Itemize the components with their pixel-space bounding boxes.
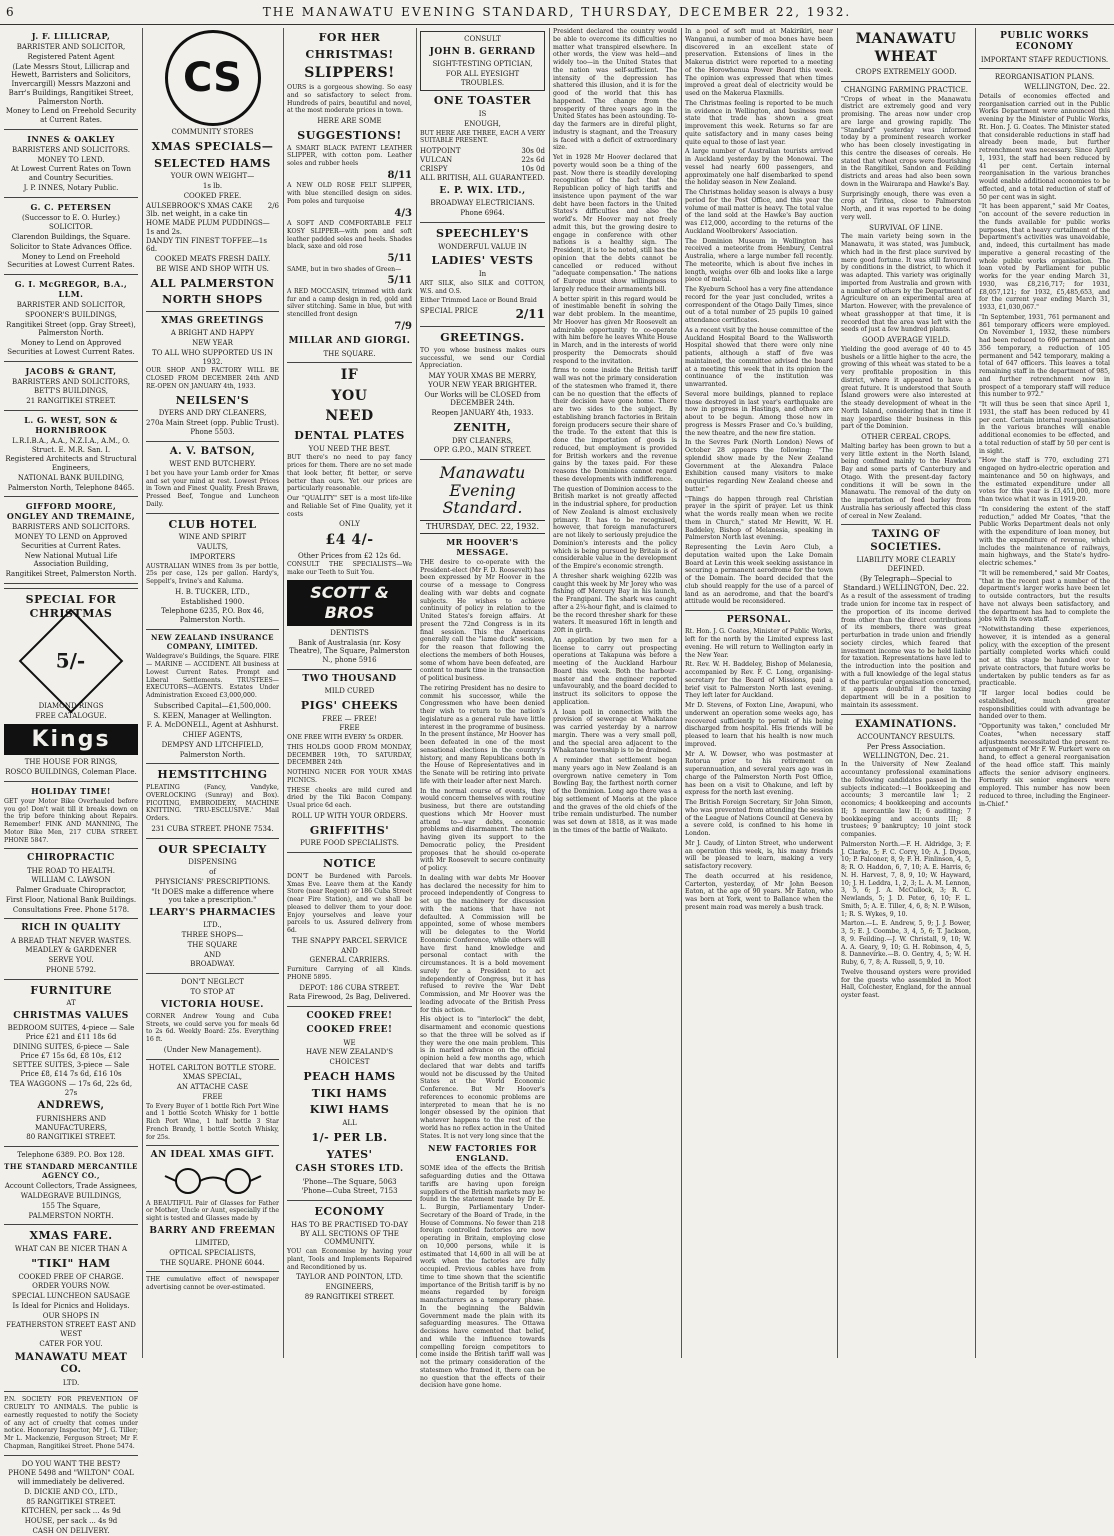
exam-heading: EXAMINATIONS. — [855, 718, 957, 730]
slippers-intro: OURS is a gorgeous showing. So easy and so satisfactory to select from. Hundreds of pairs, beautiful and novel, at the most moderate prices in town. — [287, 84, 412, 115]
professional-ad — [4, 501, 138, 584]
mercantile-lines — [4, 1182, 138, 1220]
leader-paragraph: The retiring President has no desire to commit his successor, while the Congressmen who have been denied their wish to return to the nation's legislature as a general rule have little interest in the programme of business. In the present instance, Mr Hoover has been defeated in one of the most sensational elections in the country's history, and many Republicans both in the House of Representatives and in the Senate will be retiring into private life with their leader after next March. — [420, 684, 545, 785]
ad-line: BARRISTER AND SOLICITOR, — [16, 43, 126, 51]
ad-line: BARRISTERS AND SOLICITORS. — [12, 523, 130, 532]
spectacles-icon — [163, 1166, 263, 1196]
gerrand-ad: CONSULT JOHN B. GERRAND SIGHT-TESTING OPTICIAN, FOR ALL EYESIGHT TROUBLES. — [420, 31, 545, 91]
column-divider — [975, 28, 976, 1358]
ad-line: MONEY TO LEND. — [37, 155, 105, 164]
pigs-cheeks: PIGS' CHEEKS — [300, 698, 399, 712]
christmas: CHRISTMAS! — [305, 47, 394, 61]
slipper-price: 8/11 — [387, 169, 412, 181]
nz-insurance-title: NEW ZEALAND INSURANCE COMPANY, LIMITED. — [150, 632, 275, 651]
public-works-paragraph: "In considering the extent of the staff reduction," added Mr Coates, "that the Public Works Department deals not only with the expenditure of loan money, but with the expenditure of revenue, which includes the maintenance of railways, main highways, and the State's hydro-electric schemes." — [979, 505, 1110, 567]
news-paragraph: firms to come inside the British tariff wall was not the primary consideration of the statesmen who framed it, there can be no question that the effects of their decision have gone home. There are two sides to the subject. By establishing branch factories in Britain foreign producers secure their share of the trade. To the extent that this is done the importation of goods is reduced, but employment is provided for British workers and the revenue gains by the taxes paid. For these reasons the Dominions cannot regard these developments with indifference. — [553, 367, 677, 483]
furniture-item: SETTEE SUITES, 3-piece — Sale Price £8, £14 7s 6d, £16 10s — [12, 1061, 130, 1078]
chiro-line: THE ROAD TO HEALTH. — [27, 866, 115, 875]
cs-item-name: 3lb. net weight, in a cake tin — [146, 210, 248, 219]
community-stores-ring: COMMUNITY STORES — [171, 128, 254, 136]
telephone-line: Telephone 6389. P.O. Box 128. — [17, 1151, 125, 1159]
chiro-line: Palmer Graduate Chiropractor, — [15, 886, 127, 894]
dental-plates: DENTAL PLATES — [294, 428, 405, 442]
factories-body: SOME idea of the effects the British safeguarding duties and the Ottawa tariffs are having upon foreign suppliers of the British markets may be found in the statement made by Dr E. L. Burgin, Parliamentary Under-Secretary of the Board of Trade, in the House of Commons. No fewer than 218 foreign controlled factories are now operating in Britain, employing close on 10,000 persons, while it is estimated that 14,600 in all will be at work when the factories are fully occupied. Previous cables have from time to time shown that the scientific importance of the British tariff is by no means regarded by foreign manufacturers as a temporary phase. In the beginning the Baldwin Government made the plain with its safeguarding measures. The Ottawa decisions have cemented that belief, and while the influence towards compelling foreign competitors to come inside the British tariff wall was not the primary consideration of the statesmen who framed it, there can be no question that the effects of their decision have gone home. — [420, 1165, 545, 1390]
ad-line: J. P. INNES, Notary Public. — [23, 183, 119, 192]
cs-item-name: DANDY TIN FINEST TOFFEE—1s 6d. — [146, 236, 267, 254]
professional-ad — [4, 366, 138, 411]
furniture-title2: CHRISTMAS VALUES — [13, 1011, 129, 1021]
manawatu-meat-firm: MANAWATU MEAT CO. — [14, 1351, 128, 1375]
two-thousand: TWO THOUSAND — [302, 673, 397, 684]
slipper-price: 5/11 — [387, 253, 412, 264]
news-paragraph: A large number of Australian tourists arrived in Auckland yesterday by the Monowai. The vessel had nearly 600 passengers, and approximately one half disembarked to spend the holiday season in New Zealand. — [685, 148, 833, 187]
public-works-paragraph: "In September, 1931, 761 permanent and 861 temporary officers were employed. On November 1, 1932, these numbers had been reduced to 696 permanent and 356 temporary, a reduction of 105 permanent and 542 temporary, making a total of 647 officers. This leaves a total remaining staff in the department of 985, and further retrenchment now in prospect of a temporary staff will reduce this number to 972." — [979, 313, 1110, 399]
wheat-body — [841, 96, 971, 222]
leader-paragraph: THE desire to co-operate with the President-elect (Mr F. D. Roosevelt) has been expressed by Mr Hoover in the course of a message to Congress dealing with war debts and cognate subjects. He wishes to achieve continuity of policy in relation to the United States's foreign affairs. At present the 72nd Congress is in its final session. This the Americans generally call the "lame duck" session, for the reason that following the elections the members of both Houses, some of whom have been defeated, are content to mark time in the transaction of political business. — [420, 558, 545, 683]
chiro-lines — [4, 867, 138, 915]
ad-title: G. I. McGREGOR, B.A., LLM. — [14, 279, 128, 299]
ad-line: Money to Lend on Freehold Security at Current Rates. — [5, 107, 137, 124]
ad-line: 21 RANGITIKEI STREET. — [26, 397, 116, 405]
column-7-news: MANAWATU WHEAT CROPS EXTREMELY GOOD. CHANGING FARMING PRACTICE. "Crops of wheat in the Manawatu district are extremely good and very promising. The areas now under crop are large and growing rapidly. The "Standard" yesterday was informed today by a prominent research worker who has been closely investigating in this centre the diseases of cereals. He stated that wheat crops were flourishing in the Rangitikei, Sandon and Feilding districts and areas had also been sown down in the Wairarapa and Hawke's Bay. Surprisingly enough, there was even a crop at Tiritea, close to Palmerston North, and it was reported to be doing very well. SURVIVAL OF LINE. The main variety being sown in the Manawatu, it was stated, was Jumbuck, which had in the first place survived by mere good fortune. It was still favoured by conditions in the district, to which it was adapted. This variety was originally imported from Australia and grown with a number of others by the Department of Agriculture on an experimental area at Marton. However, with the prevalence of wheat grasshopper at that time, it is recorded that the area was left with the seeds of just a few hundred plants. GOOD AVERAGE YIELD. Yielding the good average of 40 to 45 bushels or a little higher to the acre, the growing of this wheat was stated to be a very profitable proposition in this district, where it appeared to have a great future. It is understood that South Island growers were also interested at the steady development of wheat in the North Island, considering that in time it may jeopardise their business in this part of the Dominion. OTHER CEREAL CROPS. Malting barley has been grown to but a very little extent in the North Island, being confined mainly to the Hawke's Bay and some parts of Canterbury and Otago. With the present-day factory conditions it will be sown in the Manawatu. The removal of the duty on the importation of feed barley from Australia has seriously affected this class of cereal in New Zealand. TAXING OF SOCIETIES. LIABILITY MORE CLEARLY DEFINED. (By Telegraph—Special to Standard.) WELLINGTON, Dec. 22. As a result of the assessment of trading trade union for income tax in respect of the proportion of its income derived from other than the direct contributions of its members, there was great perturbation in trade union and friendly society circles, which feared that investment income was to be held liable for taxation. Representations have led to the introduction into the position and with a full knowledge of the legal status of the particular organisation concerned, it appears doubtful if the taxing department will be in a position to maintain its assessment. EXAMINATIONS. ACCOUNTANCY RESULTS. Per Press Association. WELLINGTON, Dec. 21. In the University of New Zealand accountancy professional examinations the following candidates passed in the subjects indicated:—1 Bookkeeping and accounts; 3 mercantile law 1; 2 economics; 4 bookkeeping and accounts II; 5 mercantile law II; 6 auditing; 7 bookkeeping and accounts III; 8 trustees; 9 bankruptcy; 10 joint stock companies. Palmerston North.—F. H. Aldridge, 3; F. J. Clarke, 5; F. C. Corry, 10; A. J. Dyson, 10; P. Falconer, 8, 9; F. H. Finlinson, 4, 5, 8; R. O. Haddon, 6, 7, 10; A. E. Harris, 6; N. H. Harvest, 7, 8, 9, 10; W. Hayward, 10; J. H. Leddra, 1, 2, 3; L. A. M. Lennon, 3, 5, 6; J. A. McCullock, 3; R. C. Newlands, 5; J. D. Peter, 6, 10; F. L. Smith, 5; A. E. Tiller, 4, 6, 8; N. P. Wilson, 1; R. S. Wykes, 9, 10. Marton.—L. E. Andrew, 5, 9; J. J. Bower, 3, 5; E. J. Coombe, 3, 4, 5, 6; T. Jackson, 8, 9. Feilding.—J. W. Christall, 9, 10; W. A. A. Geary, 9, 10; G. H. Robinson, 4, 5, 8. Dannevirke.—B. O. Gentry, 4, 5; W. H. Ruby, 6, 7, 8; A. Russell, 5, 9, 10. Twelve thousand oysters were provided for the guests who assembled in Moot Hall, Colchester, England, for the annual oyster feast. — [841, 31, 971, 999]
slipper-price: 4/3 — [394, 207, 412, 219]
ad-line: L.R.I.B.A., A.A., N.Z.I.A., A.M., O. Struct. E. M.R. San. I. — [12, 436, 130, 454]
vests-price: 2/11 — [515, 307, 545, 321]
bread-title: RICH IN QUALITY — [21, 923, 121, 934]
col6-body — [685, 28, 833, 606]
greetings-heading: GREETINGS. — [440, 331, 525, 344]
advertising-note: THE cumulative effect of newspaper advertising cannot be over-estimated. — [146, 1276, 279, 1291]
ad-rule — [4, 583, 138, 584]
personal-item: Mr A. W. Dowser, who was postmaster at Rotorua prior to his retirement on superannuation, and several years ago was in charge of the Palmerston North Post Office, has been on a visit to Ohakune, and left by express for the north last evening. — [685, 750, 833, 797]
ad-rule — [4, 274, 138, 275]
news-paragraph: Several more buildings, planned to replace those destroyed in last year's earthquake are now in progress in Hastings, and others are about to be begun. Among those now in progress is Messrs Fraser and Co.'s building, the new theatre, and the new fire station. — [685, 390, 833, 437]
cs-price-row — [146, 228, 279, 237]
cs-emblem-logo: CS — [165, 30, 261, 126]
public-works-paragraph: Details of economies effected and reorganisation carried out in the Public Works Department were announced this evening by the Minister of Public Works, Rt. Hon. J. G. Coates. The Minister stated that considerable reductions in staff had already been made, but further retrenchment was necessary. Since April 1, 1931, the staff had been reduced by 41 per cent. Certain internal reorganisation in the various branches would enable additional economies to be effected, and a total reduction of staff of 50 per cent was in sight. — [979, 92, 1110, 201]
coal-line: 85 RANGITIKEI STREET. — [26, 1497, 116, 1506]
club-hotel-title: CLUB HOTEL — [168, 517, 257, 531]
slipper-item: A NEW OLD ROSE FELT SLIPPER, with blue stencilled design on sides. Pom poles and turquoise — [287, 182, 412, 205]
ad-line: Rangitikei Street (opp. Gray Street), Palmerston North. — [6, 320, 136, 338]
toaster-price-list — [420, 147, 545, 173]
news-paragraph: A better spirit in this regard would be of inestimable benefit in solving the war debt problem. In the meantime, Mr Hoover has given Mr Roosevelt an admirable opportunity to co-operate with him before he leaves White House in March, and in the interests of world prosperity the Democrats should respond to the invitation. — [553, 295, 677, 365]
ad-title: JACOBS & GRANT, — [25, 365, 117, 376]
bread-line: MEADLEY & GARDENER — [25, 946, 117, 955]
kings-heading: SPECIAL FOR CHRISTMAS — [25, 592, 117, 620]
news-paragraph: A thresher shark weighing 622lb was caught this week by Mr Jorey who was fishing off Mercury Bay in his launch, the Frangipani. The shark was caught after a 2¼-hour fight, and is claimed to be the record thresher shark for these waters. It measured 16ft in length and 20ft in girth. — [553, 572, 677, 634]
xmas-fare-title: XMAS FARE. — [29, 1229, 113, 1243]
slippers-heading: SLIPPERS! — [304, 64, 395, 81]
carlton-body: To Every Buyer of 1 bottle Rich Port Wine and 1 bottle Scotch Whisky for 1 bottle Rich Port Wine, 1 half bottle 3 Star French Brandy, 1 bottle Scotch Whisky, for 25s. — [146, 1102, 279, 1141]
professional-ad — [4, 415, 138, 498]
victoria-house-title: VICTORIA HOUSE. — [161, 999, 264, 1010]
kings-address: ROSCO BUILDINGS, Coleman Place. — [5, 768, 137, 776]
bread-line: SERVE YOU. — [48, 956, 94, 964]
peach-hams: PEACH HAMS — [303, 1069, 396, 1083]
dental-quality: Our "QUALITY" SET is a most life-like and Reliable Set of Fine Quality, yet it costs — [287, 495, 412, 518]
col5-body — [553, 28, 677, 835]
personal-heading: PERSONAL. — [726, 615, 792, 625]
ad-line: BETT'S BUILDINGS, — [34, 387, 108, 396]
leader-title: MR HOOVER'S MESSAGE. — [446, 536, 519, 557]
coal-cash: CASH ON DELIVERY. — [32, 1526, 110, 1535]
gerrand-name: JOHN B. GERRAND — [429, 46, 536, 57]
ad-line: Registered Architects and Structural Engineers, — [5, 455, 137, 472]
xmasfare-line: ORDER YOURS NOW. — [32, 1282, 110, 1291]
cs-item-name: HOME MADE PLUM PUDDINGS— — [146, 219, 270, 227]
coal-line: PHONE 5498 and "WILTON" COAL will immediately be delivered. — [8, 1469, 134, 1486]
chiro-line: Consultations Free. Phone 5178. — [12, 905, 130, 914]
neilsen-body: OUR SHOP AND FACTORY WILL BE CLOSED FROM DECEMBER 24th AND RE-OPEN ON JANUARY 4th, 1933. — [146, 367, 279, 390]
public-works-paragraph: "It will be remembered," said Mr Coates, "that in the recent past a number of the department's larger works have been let to outside contractors, but the results have not always been satisfactory, and the department has had to complete the jobs with its own staff. — [979, 569, 1110, 624]
toaster-name: VULCAN — [420, 155, 453, 164]
tiki-hams: TIKI HAMS — [311, 1086, 388, 1100]
one-toaster: ONE TOASTER — [433, 94, 532, 108]
cs-item-price: 2/6 — [267, 201, 279, 210]
personal-item: Rt. Rev. W. H. Baddeley, Bishop of Melanesia, accompanied by Rev. F. C. Long, organising-secretary for the Board of Missions, paid a brief visit to Palmerston North last evening. They left later for Auckland. — [685, 661, 833, 700]
ad-line: MONEY TO LEND on Approved Securities at Current Rates. — [14, 533, 128, 550]
personal-item: The death occurred at his residence, Carterton, yesterday, of Mr John Beeson Eaton, at the age of 90 years. Mr Eaton, who was born at York, went to Ballance when the present main road was merely a bush track. — [685, 872, 833, 911]
ad-line: BARRISTERS AND SOLICITORS. — [12, 145, 130, 154]
chiro-line: First Floor, National Bank Buildings. — [5, 895, 137, 904]
news-paragraph: An application by two men for a license to carry out prospecting operations at Takapuna was before a meeting of the Auckland Harbour Board this week. Both the harbour-master and the engineer reported unfavourably, and the board decided to instruct its solicitors to oppose the application. — [553, 636, 677, 706]
ad-title: J. F. LILLICRAP, — [31, 31, 111, 41]
news-paragraph: The Christmas feeling is reported to be much in evidence in Wellington, and business men state that trade has shown a great improvement this week. Returns so far are quite satisfactory and in many cases being quite equal to those of last year. — [685, 99, 833, 146]
toaster-price: 30s 0d — [521, 147, 545, 155]
ad-title: GIFFORD MOORE, ONGLEY AND TREMAINE, — [6, 501, 136, 522]
own-weight: YOUR OWN WEIGHT— — [170, 172, 255, 181]
hemstitching-title: HEMSTITCHING — [157, 768, 268, 782]
factories-title: NEW FACTORIES FOR ENGLAND. — [428, 1143, 537, 1164]
toaster-price: 22s 6d — [521, 155, 545, 164]
hams-price: 1/- PER LB. — [311, 1130, 388, 1144]
news-paragraph: A loan poll in connection with the provision of sewerage at Whakatane was carried yesterday by a narrow margin. There was a very small poll, and the special area adjacent to the Whakatane township is to be drained. — [553, 708, 677, 755]
toaster-row — [420, 165, 545, 174]
toaster-name: HOTPOINT — [420, 147, 461, 155]
toaster-name: CRISPY — [420, 164, 448, 173]
furniture-at: AT — [66, 999, 76, 1008]
barry-freeman-name: BARRY AND FREEMAN — [149, 1225, 276, 1236]
news-paragraph: The Christmas holiday season is always a busy period for the Post Office, and this year the volume of mail matter is heavy. The total value of the land sold at the Hawke's Bay auction was £12,000, according to the returns of the Auckland Woolbrokers' Association. — [685, 189, 833, 235]
cs-item-name: 1s and 2s. — [146, 227, 182, 236]
neilsen-title: XMAS GREETINGS — [161, 316, 264, 326]
taxing-heading: TAXING OF SOCIETIES. — [870, 529, 942, 553]
rings-left-label: DIAMOND — [38, 702, 77, 711]
griffiths: GRIFFITHS' — [309, 823, 390, 837]
column-2-ads: CS COMMUNITY STORES XMAS SPECIALS— SELECTED HAMS YOUR OWN WEIGHT— 1s lb. COOKED FREE. AULSEBROOK'S XMAS CAKE 2/6 3lb. net weight, in a cake tin HOME MADE PLUM PUDDINGS— 1s and 2s. DANDY TIN FINEST TOFFEE—1s 6d. COOKED MEATS FRESH DAILY. BE WISE AND SHOP WITH US. ALL PALMERSTON NORTH SHOPS XMAS GREETINGS A BRIGHT AND HAPPY NEW YEAR TO ALL WHO SUPPORTED US IN 1932. OUR SHOP AND FACTORY WILL BE CLOSED FROM DECEMBER 24th AND RE-OPEN ON JANUARY 4th, 1933. NEILSEN'S DYERS AND DRY CLEANERS, 270a Main Street (opp. Public Trust). Phone 5503. A. V. BATSON, WEST END BUTCHERY. I bet you have your Lamb order for Xmas and set your mind at rest. Lowest Prices in Town and Finest Quality. Fresh Brawn, Pressed Beef, Tongue and Luncheon Daily. CLUB HOTEL WINE AND SPIRIT VAULTS, IMPORTERS AUSTRALIAN WINES from 3s per bottle, 25s per case, 12s per gallon. Hardy's, Seppelt's, Irvine's and Kaluma. H. B. TUCKER, LTD., Established 1900. Telephone 6235, P.O. Box 46, Palmerston North. NEW ZEALAND INSURANCE COMPANY, LIMITED. Waldegrave's Buildings, the Square. FIRE — MARINE — ACCIDENT. All business at Lowest Current Rates. Prompt and Liberal Settlements. TRUSTEES—EXECUTORS—AGENTS. Estates Under Administration Exceed £3,000,000. Subscribed Capital—£1,500,000. S. KEEN, Manager at Wellington. F. A. McDONELL, Agent at Ashhurst. CHIEF AGENTS, DEMPSY AND LITCHFIELD, Palmerston North. HEMSTITCHING PLEATING (Fancy, Vandyke, OVERLOCKING (Sunray) and Box). PICOTING, EMBROIDERY, MACHINE KNITTING. 'TRU-ESCLUSIVE.' Mail Orders. 231 CUBA STREET. PHONE 7534. OUR SPECIALTY DISPENSING of PHYSICIANS' PRESCRIPTIONS. "It DOES make a difference where you take a prescription." LEARY'S PHARMACIES LTD., THREE SHOPS— THE SQUARE AND BROADWAY. DON'T NEGLECT TO STOP AT VICTORIA HOUSE. CORNER Andrew Young and Cuba Streets, we could serve you for meals 6d to 2s 6d. Weekly Board: 25s. Everything 16 ft. (Under New Management). HOTEL CARLTON BOTTLE STORE. XMAS SPECIAL, AN ATTACHE CASE FREE To Every Buyer of 1 bottle Rich Port Wine and 1 bottle Scotch Whisky for 1 bottle Rich Port Wine, 1 half bottle 3 Star French Brandy, 1 bottle Scotch Whisky, for 25s. AN IDEAL XMAS GIFT. A BEAUTIFUL Pair of Glasses for Father or Mother, Uncle or Aunt, especially if the sight is tested and Glasses made by BARRY AND FREEMAN LIMITED, OPTICAL SPECIALISTS, THE SQUARE. PHONE 6044. THE cumulative effect of newspaper advertising cannot be over-estimated. — [146, 28, 279, 1358]
public-works-paragraph: "If larger local bodies could be established, much greater responsibilities could with advantage be handed over to them. — [979, 690, 1110, 721]
furniture-title: FURNITURE — [30, 983, 112, 997]
ad-line: BARRISTERS AND SOLICITORS, — [12, 377, 130, 386]
club-body: AUSTRALIAN WINES from 3s per bottle, 25s per case, 12s per gallon. Hardy's, Seppelt's, Irvine's and Kaluma. — [146, 562, 279, 585]
ad-rule — [4, 197, 138, 198]
kings-tagline: THE HOUSE FOR RINGS, — [24, 758, 118, 767]
xmasfare-line: SPECIAL LUNCHEON SAUSAGE — [12, 1292, 130, 1300]
leader-paragraph: His object is to "interlock" the debt, disarmament and economic questions so that the three will be solved as if they were the one main problem. This is in marked advance on the official opinion held a few months ago, which declared that war debts and tariffs would not be discussed by the United States at the World Economic Conference. But Mr Hoover's references to economic problems are interpreted to mean that he is no longer obsessed by the opinion that whatever happens to the rest of the world has no reflex action in the United States. It is not very long since that the — [420, 1016, 545, 1140]
personal-item: Mr J. Caudy, of Linton Street, who underwent an operation this week, is, his many friends will be pleased to learn, making a very satisfactory recovery. — [685, 839, 833, 870]
news-paragraph: The Dominion Museum in Wellington has received a meteorite from Henbury, Central Australia, where a large number fell recently. The meteorite, which is about five inches in length, weighs over 6lb and looks like a large piece of metal. — [685, 237, 833, 284]
news-paragraph: Yet in 1928 Mr Hoover declared that poverty would soon be a thing of the past. Now there is steadily developing recognition of the fact that the Republican policy of high tariffs and insistence upon payment of the war debt have been factors in the United States's difficulties and also the world's. Mr Hoover may not freely admit this, but the growing desire to engage in conference with other nations is a healthy sign. The President, it is to be noted, still has the opinion that the debts cannot be cancelled or reduced without "adequate compensation." The nations of Europe must show willingness to largely reduce their armaments bill. — [553, 154, 677, 293]
ad-line: BARRISTER AND SOLICITOR, — [16, 301, 126, 309]
newspaper-masthead-title: THE MANAWATU EVENING STANDARD, THURSDAY, DECEMBER 22, 1932. — [262, 5, 852, 19]
millar-giorgi: MILLAR AND GIORGI. — [288, 336, 411, 347]
ad-line: Rangitikei Street, Palmerston North. — [5, 570, 137, 578]
leader-paragraph: In the normal course of events, they would concern themselves with routine business, but there are outstanding questions which Mr Hoover must attend to—war debts, economic problems and disarmament. The nation having given its support to the Democratic policy, the President proposes that he should co-operate with Mr Roosevelt to secure continuity of policy. — [420, 787, 545, 873]
coal-lines — [4, 1469, 138, 1506]
be-wise: BE WISE AND SHOP WITH US. — [156, 264, 269, 273]
slipper-item: A RED MOCCASIN, trimmed with dark fur and a camp design in red, gold and silver stitching. Same in blue, but with stencilled front design — [287, 287, 412, 318]
professional-ad — [4, 279, 138, 362]
bread-line: A BREAD THAT NEVER WASTES. — [10, 936, 132, 945]
xmasfare-lines — [4, 1273, 138, 1349]
slipper-item: A SMART BLACK PATENT LEATHER SLIPPER, with cotton pom. Leather soles and rubber heels — [287, 144, 412, 167]
xmasfare-line: COOKED FREE OF CHARGE. — [18, 1272, 124, 1281]
public-works-body — [979, 93, 1110, 809]
zenith: ZENITH, — [453, 420, 512, 434]
chiro-line: WILLIAM C. LAWSON — [31, 876, 111, 885]
xmasfare-line: FEATHERSTON STREET EAST AND WEST — [6, 1321, 136, 1338]
suggestions-heading: SUGGESTIONS! — [297, 128, 402, 142]
andrews-address: 80 RANGITIKEI STREET. — [26, 1133, 116, 1142]
per-lb: 1s lb. — [202, 182, 223, 190]
ad-line: (Late Messrs Stout, Lillicrap and Hewett, Barristers and Solicitors, Invercargill) Messrs Mazzoni and Barr's Buildings, Rangitikei Street, Palmerston North. — [8, 62, 134, 106]
batson-title: A. V. BATSON, — [169, 445, 256, 457]
victoria-body: CORNER Andrew Young and Cuba Streets, we could serve you for meals 6d to 2s 6d. Weekly Board: 25s. Everything 16 ft. — [146, 1012, 279, 1043]
wix-name: E. P. WIX. LTD., — [439, 186, 526, 196]
nz-insurance-body: Waldegrave's Buildings, the Square. FIRE — MARINE — ACCIDENT. All business at Lowest Current Rates. Prompt and Liberal Settlements. TRUSTEES—EXECUTORS—AGENTS. Estates Under Administration Exceed £3,000,000. — [146, 653, 279, 699]
coal-house: HOUSE, per sack ... 4s 9d — [24, 1517, 118, 1525]
cs-price-row — [146, 237, 279, 255]
column-divider — [416, 28, 417, 1358]
furniture-item: DINING SUITES, 6-piece — Sale Price £7 15s 6d, £8 10s, £12 — [13, 1042, 129, 1060]
ad-rule — [4, 361, 138, 362]
diamond-rings-emblem — [19, 609, 124, 714]
news-paragraph: Representing the Levin Aero Club, a deputation waited upon the Lake Domain Board at Levin this week seeking assistance in securing a permanent aerodrome for the town of the Domain. The board decided that the club should reapply for the use of a parcel of land as an aerodrome, and that the board's attitude would be reconsidered. — [685, 544, 833, 606]
furniture-item: BEDROOM SUITES, 4-piece — Sale Price £21 and £11 18s 6d — [7, 1024, 135, 1041]
news-paragraph: The Kyeburn School has a very fine attendance record for the year just concluded, writes a correspondent of the Otago Daily Times, since out of a total number of 25 pupils 10 gained attendance certificates. — [685, 286, 833, 324]
mercantile-line: PALMERSTON NORTH. — [28, 1211, 114, 1220]
ad-line: Palmerston North, Telephone 8465. — [7, 483, 135, 492]
slipper-items-list — [287, 145, 412, 334]
batson-body: I bet you have your Lamb order for Xmas and set your mind at rest. Lowest Prices in Town and Finest Quality. Fresh Brawn, Pressed Beef, Tongue and Luncheon Daily. — [146, 469, 279, 508]
yates: YATES' — [326, 1147, 373, 1161]
public-works-heading: PUBLIC WORKS ECONOMY — [1000, 31, 1089, 53]
news-paragraph: President declared the country would be able to overcome its difficulties no matter what transpired elsewhere. In other words, the view was held—and widely too—in the United States that the nation was self-sufficient. The intensity of the depression has shattered this illusion, and it is for the good of the world that this has happened. The change from the prosperity of three years ago in the United States has been astounding. To-day the farmers are in direful plight, industry is stagnant, and the Treasury is faced with a deficit of extraordinary size. — [553, 28, 677, 152]
north-shops: NORTH SHOPS — [162, 293, 263, 307]
furniture-item: TEA WAGGONS — 17s 6d, 22s 6d, 27s — [9, 1079, 133, 1097]
toaster-row — [420, 156, 545, 165]
for-her: FOR HER — [318, 31, 381, 44]
slipper-item: SAME, but in two shades of Green— — [287, 265, 402, 273]
dental-body: BUT there's no need to pay fancy prices for them. There are no set made that look better, fit better, or serve better than ours. Yet our prices are particularly reasonable. — [287, 454, 412, 493]
wheat-paragraph: Surprisingly enough, there was even a crop at Tiritea, close to Palmerston North, and it was reported to be doing very well. — [841, 190, 971, 221]
coal-question: DO YOU WANT THE BEST? — [21, 1459, 121, 1468]
column-6-news — [685, 28, 833, 1358]
free-catalogue: FREE CATALOGUE. — [35, 712, 107, 720]
public-works-paragraph: "How the staff is 770, excluding 271 engaged on hydro-electric operation and maintenance and 50 on highways, and the estimated expenditure under all votes for this year is £3,451,000, more than twice what it was in 1919-20. — [979, 457, 1110, 503]
mercantile-line: Account Collectors, Trade Assignees, — [4, 1182, 138, 1191]
column-divider — [142, 28, 143, 1358]
ideal-xmas-gift: AN IDEAL XMAS GIFT. — [150, 1150, 275, 1161]
slipper-item: A SOFT AND COMFORTABLE FELT KOSY SLIPPER—with pom and soft leather padded soles and heels. Shades black, saxe and old rose — [287, 220, 412, 251]
news-paragraph: In a pool of soft mud at Makirikiri, near Wanganui, a number of moa bones have been discovered in an excellent state of preservation. Extensions of lines in the Makerua district were reported to a meeting of the Horowhenua Power Board this week. The opinion was expressed that when times improved a great deal of electricity would be used on the Makerua Flaxmills. — [685, 28, 833, 97]
bread-line: PHONE 5792. — [45, 965, 97, 974]
editorial-date: THURSDAY, DEC. 22, 1932. — [420, 520, 545, 534]
cs-price-row — [146, 202, 279, 211]
ad-line: Registered Patent Agent — [27, 52, 115, 61]
ad-title: INNES & OAKLEY — [27, 133, 115, 144]
column-1-classifieds — [4, 28, 138, 1535]
carlton-title: HOTEL CARLTON BOTTLE STORE. — [148, 1063, 277, 1072]
ad-line: SOLICITOR. — [49, 223, 93, 232]
mercantile-title: THE STANDARD MERCANTILE AGENCY CO., — [4, 1161, 138, 1180]
column-divider — [681, 28, 682, 1358]
ad-line: SPOONER'S BUILDINGS, — [25, 310, 117, 319]
news-paragraph: "Things do happen through real Christian prayer in the spirit of prayer. Let us think what the words really mean when we recite them in Church," stated Mr Hewitt, W. H. Baddeley, Bishop of Melanesia, speaking in Palmerston North last evening. — [685, 495, 833, 542]
diamond-price: 5/- — [56, 648, 86, 673]
xmasfare-line: CATER FOR YOU. — [39, 1339, 103, 1348]
notice-heading: NOTICE — [322, 857, 377, 870]
manawatu-meat-ltd: LTD. — [62, 1378, 80, 1387]
public-works-paragraph: "Opportunity was taken," concluded Mr Coates, "when necessary staff adjustments necessitated the present re-arrangement of Mr F. W. Furkert were on hand, to effect a general reorganisation of the head office staff. This mainly affects the senior advisory engineers. Formerly six senior engineers were employed. This number has now been reduced to three, including the Engineer-in-Chief." — [979, 723, 1110, 808]
news-paragraph: As a recent visit by the house committee of the Auckland Hospital Board to the Wallsworth Hospital showed that there were only nine patients, although a staff of five was maintained, the committee advised the board at a meeting this week that in its opinion the continuance of the institution was unwarranted. — [685, 326, 833, 388]
toaster-price: 10s 0d — [521, 164, 545, 173]
ad-line: At Lowest Current Rates on Town and Country Securities. — [10, 165, 131, 182]
news-paragraph: In the Sevres Park (North London) News of October 28 appears the following: "The splendid show made by the New Zealand Government at the Alexandra Palace Exhibition caused many visitors to make enquiries regarding New Zealand cheese and butter." — [685, 439, 833, 493]
cs-price-row — [146, 210, 279, 219]
rings-right-label: RINGS — [78, 702, 104, 711]
mercantile-line: WALDEGRAVE BUILDINGS, — [20, 1192, 122, 1200]
column-8-news: PUBLIC WORKS ECONOMY IMPORTANT STAFF REDUCTIONS. REORGANISATION PLANS. WELLINGTON, Dec. 22. Details of economies effected and reorganisation carried out in the Public Works Department were announced this evening by the Minister of Public Works, Rt. Hon. J. G. Coates. The Minister stated that considerable reductions in staff had already been made, but further retrenchment was necessary. Since April 1, 1931, the staff had been reduced by 41 per cent. Certain internal reorganisation in the various branches would enable additional economies to be effected, and a total reduction of staff of 50 per cent was in sight. "It has been apparent," said Mr Coates, "on account of the severe reduction in the funds available for public works purposes, that a heavy curtailment of the Department's activities was unavoidable, and, indeed, this curtailment has made imperative a general recasting of the whole public works organisation. The loan voted by Parliament for public works for the year ending March 31, 1930, was £8,216,717; for 1931, £8,057,121; for 1932, £5,485,653, and for the current year ending March 31, 1933, £1,030,067." "In September, 1931, 761 permanent and 861 temporary officers were employed. On November 1, 1932, these numbers had been reduced to 696 permanent and 356 temporary, a reduction of 105 permanent and 542 temporary, making a total of 647 officers. This leaves a total remaining staff in the department of 985, and further retrenchment now in prospect of a temporary staff will reduce this number to 972." "It will thus be seen that since April 1, 1931, the staff has been reduced by 41 per cent. Certain internal reorganisation in the various branches will enable additional economies to be effected, and a total reduction of staff by 50 per cent is in sight. "How the staff is 770, excluding 271 engaged on hydro-electric operation and maintenance and 50 on highways, and the estimated expenditure under all votes for this year is £3,451,000, more than twice what it was in 1919-20. "In considering the extent of the staff reduction," added Mr Coates, "that the Public Works Department deals not only with the expenditure of loan money, but with the expenditure of revenue, which includes the maintenance of railways, main highways, and the State's hydro-electric schemes." "It will be remembered," said Mr Coates, "that in the recent past a number of the department's larger works have been let to outside contractors, but the results have not always been satisfactory, and the department has had to complete the jobs with its own staff. "Notwithstanding these experiences, however, it is intended as a general policy, with the exception of the present partially completed works which could not at this stage be handed over to private contractors, that future works be undertaken by public tenders as far as practicable. "If larger local bodies could be established, much greater responsibilities could with advantage be handed over to them. "Opportunity was taken," concluded Mr Coates, "when necessary staff adjustments necessitated the present re-arrangement of Mr F. W. Furkert were on hand, to effect a general reorganisation of the head office staff. This mainly affects the senior advisory engineers. Formerly six senior engineers were employed. This number has now been reduced to three, including the Engineer-in-Chief." — [979, 31, 1110, 808]
ad-rule — [4, 129, 138, 130]
personal-items — [685, 628, 833, 911]
ad-title: G. C. PETERSEN — [30, 201, 112, 212]
chiro-title: CHIROPRACTIC — [27, 853, 115, 864]
dental-consult: CONSULT THE SPECIALISTS—We make our Teeth to Suit You. — [287, 561, 412, 576]
barry-body: A BEAUTIFUL Pair of Glasses for Father or Mother, Uncle or Aunt, especially if the sight is tested and Glasses made by — [146, 1199, 279, 1222]
column-5-editorial — [553, 28, 677, 1358]
personal-item: Mr D. Stevens, of Foxton Line, Awapuni, who underwent an operation some weeks ago, has recovered sufficiently to permit of his being discharged from hospital. His friends will be pleased to learn that his health is now much improved. — [685, 702, 833, 748]
personal-item: Rt. Hon. J. G. Coates, Minister of Public Works, left for the north by the Limited express last evening. He will return to Wellington early in the New Year. — [685, 628, 833, 659]
column-divider — [837, 28, 838, 1358]
kings-logo: Kings — [4, 724, 138, 756]
column-4-editorial: CONSULT JOHN B. GERRAND SIGHT-TESTING OPTICIAN, FOR ALL EYESIGHT TROUBLES. ONE TOASTER IS ENOUGH, BUT HERE ARE THREE, EACH A VERY SUITABLE PRESENT. HOTPOINT 30s 0d VULCAN 22s 6d CRISPY 10s 0d ALL BRITISH, ALL GUARANTEED. E. P. WIX. LTD., BROADWAY ELECTRICIANS. Phone 6964. SPEECHLEY'S WONDERFUL VALUE IN LADIES' VESTS In ART SILK, also SILK and COTTON, W.S. and O.S. Either Trimmed Lace or Bound Braid SPECIAL PRICE 2/11 GREETINGS. TO you whose business makes ours successful, we send our Cordial Appreciation. MAY YOUR XMAS BE MERRY, YOUR NEW YEAR BRIGHTER. Our Works will be CLOSED from DECEMBER 24th. Reopen JANUARY 4th, 1933. ZENITH, DRY CLEANERS, OPP. G.P.O., MAIN STREET. Manawatu Evening Standard. THURSDAY, DEC. 22, 1932. MR HOOVER'S MESSAGE. THE desire to co-operate with the President-elect (Mr F. D. Roosevelt) has been expressed by Mr Hoover in the course of a message to Congress dealing with war debts and cognate subjects. He wishes to achieve continuity of policy in relation to the United States's foreign affairs. At present the 72nd Congress is in its final session. This the Americans generally call the "lame duck" session, for the reason that following the elections the members of both Houses, some of whom have been defeated, are content to mark time in the transaction of political business. The retiring President has no desire to commit his successor, while the Congressmen who have been denied their wish to return to the nation's legislature as a general rule have little interest in the programme of business. In the present instance, Mr Hoover has been defeated in one of the most sensational elections in the country's history, and many Republicans both in the House of Representatives and in the Senate will be retiring into private life with their leader after next March. In the normal course of events, they would concern themselves with routine business, but there are outstanding questions which Mr Hoover must attend to—war debts, economic problems and disarmament. The nation having given its support to the Democratic policy, the President proposes that he should co-operate with Mr Roosevelt to secure continuity of policy. In dealing with war debts Mr Hoover has declared the necessity for him to proceed independently of Congress to set up the machinery for discussion with the nations that have not defaulted. A Commission will be appointed, some of whose members will be delegates to the World Economic Conference, while others will have first hand knowledge and personal contact with the circumstances. It is a bold movement surely for a President to act independently of Congress, but it has refused to revive the War Debt Commission, and Mr Hoover was the leading advocate of the British Press for this action. His object is to "interlock" the debt, disarmament and economic questions so that the three will be solved as if they were the one main problem. This is in marked advance on the official opinion held a few months ago, which declared that war debts and tariffs would not be discussed by the United States at the World Economic Conference. But Mr Hoover's references to economic problems are interpreted to mean that he is no longer obsessed by the opinion that whatever happens to the rest of the world has no reflex action in the United States. It is not very long since that the NEW FACTORIES FOR ENGLAND. SOME idea of the effects the British safeguarding duties and the Ottawa tariffs are having upon foreign suppliers of the British markets may be found in the statement made by Dr E. L. Burgin, Parliamentary Under-Secretary of the Board of Trade, in the House of Commons. No fewer than 218 foreign controlled factories are now operating in Britain, employing close on 10,000 persons, while it is estimated that 14,600 in all will be at work when the factories are fully occupied. Previous cables have from time to time shown that the scientific importance of the British tariff is by no means regarded by foreign manufacturers as a temporary phase. In the beginning the Baldwin Government made the plain with its safeguarding measures. The Ottawa decisions have cemented that belief, and while the influence towards compelling foreign competitors to come inside the British tariff wall was not the primary consideration of the statesmen who framed it, there can be no question that the effects of their decision have gone home. — [420, 28, 545, 1358]
professional-ad — [4, 134, 138, 198]
mercantile-line: 155 The Square, — [41, 1201, 101, 1210]
andrews-sub: FURNISHERS AND MANUFACTURERS, — [35, 1114, 107, 1132]
learys-title: LEARY'S PHARMACIES — [149, 908, 276, 918]
ad-line: Money to Lend on Freehold Securities at Lowest Current Rates. — [7, 252, 135, 270]
public-works-paragraph: "It has been apparent," said Mr Coates, "on account of the severe reduction in the funds available for public works purposes, that a heavy curtailment of the Department's activities was unavoidable, and, indeed, this curtailment has made imperative a general recasting of the whole public works organisation. The loan voted by Parliament for public works for the year ending March 31, 1930, was £8,216,717; for 1931, £8,057,121; for 1932, £5,485,653, and for the current year ending March 31, 1933, £1,030,067." — [979, 203, 1110, 311]
andrews-firm: ANDREWS, — [37, 1100, 105, 1112]
editorial-masthead: Manawatu Evening Standard. — [439, 463, 526, 518]
cooked-free: COOKED FREE. — [183, 191, 242, 200]
personal-item: The British Foreign Secretary, Sir John Simon, who was prevented from attending the session of the League of Nations Council at Geneva by a severe cold, is confined to his home in London. — [685, 799, 833, 837]
column-divider — [283, 28, 284, 1358]
leader-paragraph: In dealing with war debts Mr Hoover has declared the necessity for him to proceed independently of Congress to set up the machinery for discussion with the nations that have not defaulted. A Commission will be appointed, some of whose members will be delegates to the World Economic Conference, while others will have first hand knowledge and personal contact with the circumstances. It is a bold movement surely for a President to act independently of Congress, but it has refused to revive the War Debt Commission, and Mr Hoover was the leading advocate of the British Press for this action. — [420, 874, 545, 1014]
page-number: 6 — [6, 5, 14, 19]
economy-heading: ECONOMY — [314, 1205, 385, 1218]
holiday-title: HOLIDAY TIME! — [31, 785, 111, 796]
xmasfare-line: Is Ideal for Picnics and Holidays. — [12, 1301, 130, 1310]
xmas-specials: XMAS SPECIALS— — [151, 139, 274, 153]
toaster-row — [420, 147, 545, 156]
ad-line: Clarendon Buildings, the Square. — [11, 233, 131, 241]
ad-rule — [4, 410, 138, 411]
cs-price-row — [146, 219, 279, 228]
holiday-text: GET your Motor Bike Overhauled before you go! Don't wait till it breaks down on the trip before thinking about Repairs. Remember! FINK AND MANNING, The Motor Bike Men, 217 CUBA STREET. PHONE 5847. — [4, 797, 138, 844]
slipper-price: 7/9 — [394, 320, 412, 332]
scott-bros-logo: SCOTT & BROS — [287, 580, 412, 626]
cooked-meats: COOKED MEATS FRESH DAILY. — [154, 255, 271, 263]
coal-kitchen: KITCHEN, per sack ... 4s 9d — [21, 1507, 121, 1516]
news-paragraph: The question of Dominion access to the British market is not greatly affected in the industrial sphere, for production of New Zealand is almost exclusively primary. It has to be recognised, however, that foreign manufacturers are not likely to seriously prejudice the Dominion's interests and the policy which is being pursued by Britain is of considerable value in the development of the Empire's economic strength. — [553, 485, 677, 570]
wheat-heading: MANAWATU WHEAT — [855, 31, 957, 65]
news-paragraph: A reminder that settlement began many years ago in New Zealand is an overgrown native cemetery in Tom Bowling Bay, the farthest north corner of the Dominion. Long ago there was a big settlement of Maoris at the place and the graves of the old chiefs of the tribe remain undisturbed. The number was set down at 1818, as it was made in the times of the battle of Waikato. — [553, 757, 677, 834]
wheat-paragraph: "Crops of wheat in the Manawatu district are extremely good and very promising. The areas now under crop are large and growing rapidly. The "Standard" yesterday was informed today by a prominent research worker who has been closely investigating in this centre the diseases of cereals. He stated that wheat crops were flourishing in the Rangitikei, Sandon and Feilding districts and areas had also been sown down in the Wairarapa and Hawke's Bay. — [841, 95, 971, 188]
our-specialty: OUR SPECIALTY — [158, 842, 267, 856]
coal-line: D. DICKIE AND CO., LTD., — [24, 1487, 118, 1496]
professional-ad — [4, 202, 138, 276]
cs-price-list — [146, 202, 279, 255]
bread-lines — [4, 937, 138, 975]
ad-line: Solicitor to State Advances Office. — [10, 242, 132, 251]
selected-hams: SELECTED HAMS — [154, 156, 271, 170]
cs-item-name: AULSEBROOK'S XMAS CAKE — [146, 201, 253, 210]
ad-line: (Successor to E. O. Hurley.) — [22, 213, 120, 222]
kiwi-hams: KIWI HAMS — [309, 1103, 390, 1117]
public-works-paragraph: "Notwithstanding these experiences, however, it is intended as a general policy, with the exception of the present partially completed works which could not at this stage be handed over to private contractors, that future works be undertaken by public tenders as far as practicable. — [979, 626, 1110, 688]
speechleys: SPEECHLEY'S — [436, 226, 529, 240]
ad-line: New National Mutual Life Association Building, — [24, 551, 118, 569]
professional-ad — [4, 31, 138, 130]
furniture-items — [4, 1024, 138, 1097]
ladies-vests: LADIES' VESTS — [431, 254, 534, 268]
tiki-ham-title: "TIKI" HAM — [31, 1256, 111, 1270]
ad-title: L. G. WEST, SON & HORNIBROOK — [24, 414, 118, 435]
all-palmerston: ALL PALMERSTON — [150, 276, 275, 290]
masthead — [0, 0, 1114, 25]
leader-body — [420, 559, 545, 1141]
ad-rule — [4, 496, 138, 497]
column-3-ads: FOR HER CHRISTMAS! SLIPPERS! OURS is a gorgeous showing. So easy and so satisfactory to select from. Hundreds of pairs, beautiful and novel, at the most moderate prices in town. HERE ARE SOME SUGGESTIONS! A SMART BLACK PATENT LEATHER SLIPPER, with cotton pom. Leather soles and rubber heels 8/11 A NEW OLD ROSE FELT SLIPPER, with blue stencilled design on sides. Pom poles and turquoise 4/3 A SOFT AND COMFORTABLE FELT KOSY SLIPPER—with pom and soft leather padded soles and heels. Shades black, saxe and old rose 5/11 SAME, but in two shades of Green— 5/11 A RED MOCCASIN, trimmed with dark fur and a camp design in red, gold and silver stitching. Same in blue, but with stencilled front design 7/9 MILLAR AND GIORGI. THE SQUARE. IF YOU NEED DENTAL PLATES YOU NEED THE BEST. BUT there's no need to pay fancy prices for them. There are no set made that look better, fit better, or serve better than ours. Yet our prices are particularly reasonable. Our "QUALITY" SET is a most life-like and Reliable Set of Fine Quality, yet it costs ONLY £4 4/- Other Prices from £2 12s 6d. CONSULT THE SPECIALISTS—We make our Teeth to Suit You. SCOTT & BROS DENTISTS Bank of Australasia (nr. Kosy Theatre), The Square, Palmerston N., phone 5916 TWO THOUSAND MILD CURED PIGS' CHEEKS FREE — FREE! FREE ONE FREE WITH EVERY 5s ORDER. THIS HOLDS GOOD FROM MONDAY, DECEMBER 19th, TO SATURDAY, DECEMBER 24th NOTHING NICER FOR YOUR XMAS PICNICS. THESE cheeks are mild cured and dried by the Tiki Bacon Company. Usual price 6d each. ROLL UP WITH YOUR ORDERS. GRIFFITHS' PURE FOOD SPECIALISTS. NOTICE DON'T be Burdened with Parcels. Xmas Eve. Leave them at the Kandy Store (near Regent) or 186 Cuba Street (near Fire Station), and we shall be pleased to deliver them to your door. Enjoy yourselves and leave your parcels to us. Assured delivery from 6d. THE SNAPPY PARCEL SERVICE AND GENERAL CARRIERS. Furniture Carrying of all Kinds. PHONE 5895. DEPOT: 186 CUBA STREET. Rata Firewood, 2s Bag, Delivered. COOKED FREE! COOKED FREE! WE HAVE NEW ZEALAND'S CHOICEST PEACH HAMS TIKI HAMS KIWI HAMS ALL 1/- PER LB. YATES' CASH STORES LTD. 'Phone—The Square, 5063 'Phone—Cuba Street, 7153 ECONOMY HAS TO BE PRACTISED TO-DAY BY ALL SECTIONS OF THE COMMUNITY. YOU can Economise by having your plant, Tools and Implements Repaired and Reconditioned by us. TAYLOR AND POINTON, LTD. ENGINEERS, 89 RANGITIKEI STREET. — [287, 31, 412, 1301]
professional-ads-list — [4, 31, 138, 584]
neilsen-name: NEILSEN'S — [175, 393, 250, 407]
slipper-price: 5/11 — [387, 275, 412, 287]
ad-line: Money to Lend on Approved Securities at Lowest Current Rates. — [7, 339, 135, 356]
dental-price: £4 4/- — [325, 532, 374, 548]
public-works-paragraph: "It will thus be seen that since April 1, 1931, the staff has been reduced by 41 per cent. Certain internal reorganisation in the various branches will enable additional economies to be effected, and a total reduction of staff by 50 per cent is in sight. — [979, 401, 1110, 455]
xmas-fare-question: WHAT CAN BE NICER THAN A — [14, 1245, 128, 1253]
xmasfare-line: OUR SHOPS IN — [42, 1311, 100, 1320]
ad-line: NATIONAL BANK BUILDING, — [17, 473, 125, 482]
hemstitching-body: PLEATING (Fancy, Vandyke, OVERLOCKING (Sunray) and Box). PICOTING, EMBROIDERY, MACHINE KNITTING. 'TRU-ESCLUSIVE.' Mail Orders. — [146, 784, 279, 822]
column-divider — [549, 28, 550, 1358]
spca-notice: P.N. SOCIETY FOR PREVENTION OF CRUELTY TO ANIMALS. The public is earnestly requested to notify the Society of any act of cruelty that comes under notice. Honorary Inspector, Mr J. G. Tiller; Mr L. Mackenzie, Ferguson Street; Mr F. Chapman, Rangitikei Street. Phone 5474. — [4, 1396, 138, 1450]
